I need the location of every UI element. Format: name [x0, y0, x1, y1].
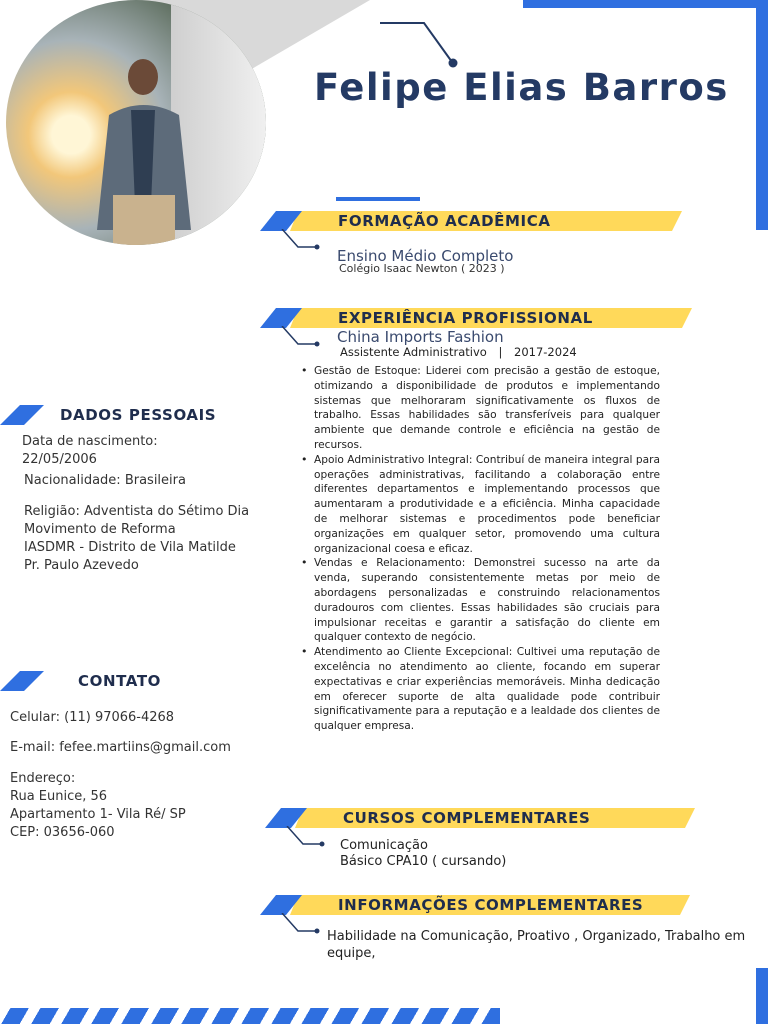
contact-header: [0, 671, 200, 691]
religion-line: IASDMR - Distrito de Vila Matilde: [24, 540, 236, 555]
header-connector: [280, 229, 320, 251]
education-degree: Ensino Médio Completo: [337, 247, 514, 265]
info-title: INFORMAÇÕES COMPLEMENTARES: [338, 896, 644, 914]
education-title: FORMAÇÃO ACADÊMICA: [338, 212, 551, 230]
header-blue-shape: [0, 405, 44, 425]
candidate-name: Felipe Elias Barros: [314, 66, 729, 109]
experience-item: • Apoio Administrativo Integral: Contribuí de maneira integral para operações administrativas, facilitando a colaboração entre diferentes departamentos e implementando processos que aumentaram a produtividade e a eficiência. Minha capacidade de melhorar sistemas e procedimentos pode beneficiar organizações em qualquer setor, promovendo uma cultura organizacional coesa e eficaz.: [300, 453, 660, 557]
profile-photo: [6, 0, 266, 245]
decorative-bottom-stripes: [0, 1008, 500, 1024]
experience-separator: |: [498, 345, 503, 359]
contact-email: E-mail: fefee.martiins@gmail.com: [10, 740, 231, 755]
contact-phone: Celular: (11) 97066-4268: [10, 710, 175, 725]
decorative-right-bar: [756, 0, 768, 230]
decorative-blue-dash: [336, 197, 420, 201]
header-connector: [280, 913, 320, 935]
address-line: CEP: 03656-060: [10, 825, 115, 840]
courses-title: CURSOS COMPLEMENTARES: [343, 809, 591, 827]
contact-title: CONTATO: [78, 672, 162, 690]
decorative-name-connector: [380, 22, 460, 70]
religion-line: Movimento de Reforma: [24, 522, 176, 537]
religion-line: Pr. Paulo Azevedo: [24, 558, 139, 573]
nationality: Nacionalidade: Brasileira: [24, 473, 186, 488]
decorative-right-bar-bottom: [756, 968, 768, 1024]
header-blue-shape: [0, 671, 44, 691]
course-item: Comunicação: [340, 838, 428, 853]
experience-list: [300, 364, 660, 734]
experience-item: • Atendimento ao Cliente Excepcional: Cultivei uma reputação de excelência no atendimento ao cliente, focando em superar expectativas e criar experiências memoráveis. Minha dedicação em oferecer suporte de alta qualidade pode contribuir significativamente para a reputação e a lealdade dos clientes de qualquer empresa.: [300, 645, 660, 734]
experience-role-line: [340, 345, 577, 359]
experience-period: 2017-2024: [514, 345, 577, 359]
birth-date: 22/05/2006: [22, 452, 97, 467]
personal-title: DADOS PESSOAIS: [60, 406, 217, 424]
address-line: Apartamento 1- Vila Ré/ SP: [10, 807, 186, 822]
education-header: [260, 211, 682, 231]
courses-header: [265, 808, 695, 828]
decorative-top-bar: [523, 0, 768, 8]
personal-header: [0, 405, 230, 425]
info-text: Habilidade na Comunicação, Proativo , Organizado, Trabalho em equipe,: [327, 929, 746, 961]
experience-company: China Imports Fashion: [337, 328, 504, 346]
info-header: [260, 895, 690, 915]
header-connector: [285, 826, 325, 848]
experience-header: [260, 308, 692, 328]
experience-item: • Vendas e Relacionamento: Demonstrei sucesso na arte da venda, superando consistentemente metas por meio de abordagens personalizadas e construindo relacionamentos duradouros com clientes. Essas habilidades são cruciais para impulsionar receitas e garantir a satisfação do cliente em qualquer contexto de negócio.: [300, 556, 660, 645]
address-line: Rua Eunice, 56: [10, 789, 108, 804]
education-school: Colégio Isaac Newton ( 2023 ): [339, 262, 505, 275]
experience-item: • Gestão de Estoque: Liderei com precisão a gestão de estoque, otimizando a disponibilidade de produtos e implementando sistemas que melhoraram significativamente os fluxos de trabalho. Essas habilidades são transferíveis para qualquer ambiente que demande controle e eficiência na gestão de recursos.: [300, 364, 660, 453]
birth-label: Data de nascimento:: [22, 434, 158, 449]
experience-title: EXPERIÊNCIA PROFISSIONAL: [338, 309, 593, 327]
header-connector: [280, 326, 320, 348]
course-item: Básico CPA10 ( cursando): [340, 854, 507, 869]
religion-line: Religião: Adventista do Sétimo Dia: [24, 504, 250, 519]
experience-role: Assistente Administrativo: [340, 345, 487, 359]
person-silhouette: [91, 55, 196, 245]
address-label: Endereço:: [10, 771, 76, 786]
